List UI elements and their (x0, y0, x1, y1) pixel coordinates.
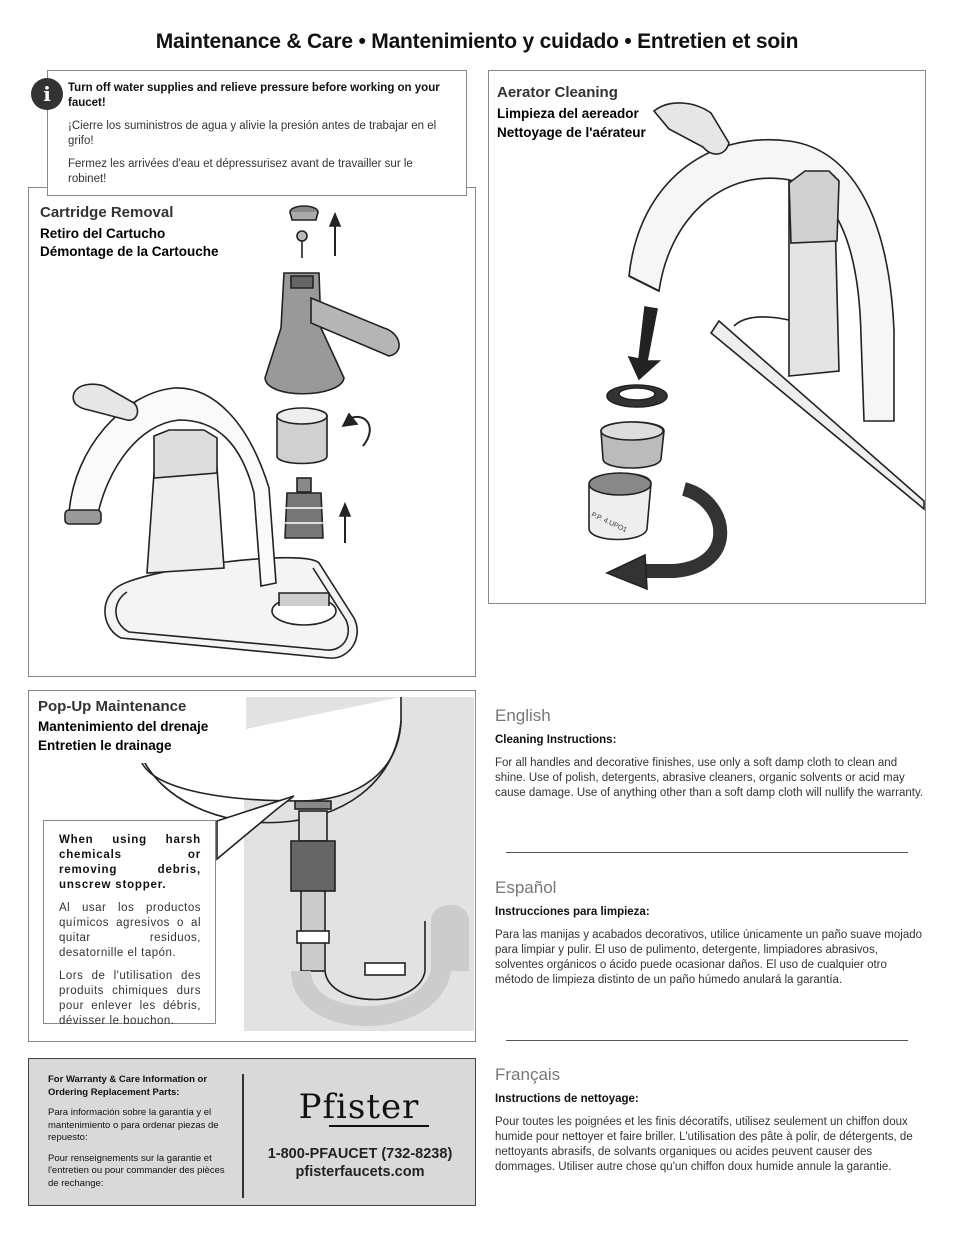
warning-es: ¡Cierre los suministros de agua y alivie la presión antes de trabajar en el grifo! (68, 120, 437, 147)
cartridge-title-fr: Démontage de la Cartouche (40, 244, 219, 259)
english-section (495, 708, 927, 801)
website-link[interactable]: pfisterfaucets.com (295, 1164, 425, 1180)
warranty-fr: Pour renseignements sur la garantie et l'entretien ou pour commander des pièces de rechange: (48, 1152, 225, 1189)
cartridge-title: Cartridge Removal (40, 204, 174, 221)
page-title: Maintenance & Care • Mantenimiento y cuidado • Entretien et soin (155, 30, 799, 53)
espanol-section (495, 880, 927, 988)
aerator-marking: P.P. 4.UPO1 (590, 511, 628, 534)
cartridge-removal-panel (28, 187, 476, 677)
francais-section (495, 1067, 927, 1175)
espanol-body: Para las manijas y acabados decorativos, utilice únicamente un paño suave mojado para limpiar y pulir. El uso de pulimento, detergente, limpiadores abrasivos, solventes orgánicos o ácido puede ocasionar daños. El uso de cualquier otro método de limpieza distinto de un paño húmedo anulará la garantía. (495, 929, 923, 986)
popup-title-fr: Entretien le drainage (38, 738, 172, 753)
info-icon: i (31, 78, 63, 110)
cartridge-removal-diagram (29, 188, 477, 678)
warning-fr: Fermez les arrivées d'eau et dépressurisez avant de travailler sur le robinet! (68, 158, 413, 185)
popup-note-en: When using harsh chemicals or removing debris, unscrew stopper. (59, 834, 201, 891)
english-subheading: Cleaning Instructions: (495, 734, 617, 746)
francais-heading: Français (495, 1065, 561, 1084)
english-body: For all handles and decorative finishes, use only a soft damp cloth to clean and shine. Use of polish, detergents, abrasive cleaners, organic solvents or acid may cause damage. Use of anything other than a soft damp cloth will nullify the warranty. (495, 757, 924, 799)
phone-number: 1-800-PFAUCET (732-8238) (267, 1146, 453, 1162)
espanol-subheading: Instrucciones para limpieza: (495, 906, 650, 918)
warranty-en: For Warranty & Care Information or Ordering Replacement Parts: (48, 1074, 208, 1098)
francais-subheading: Instructions de nettoyage: (495, 1093, 639, 1105)
francais-body: Pour toutes les poignées et les finis décoratifs, utilisez seulement un chiffon doux humide pour nettoyer et faire briller. L'utilisation des pâte à polir, de détergents, de nettoyants abrasifs, de solvants organiques ou acides peuvent causer des dommages. Utiliser autre chose qu'un chiffon doux humide annule la garantie. (495, 1116, 913, 1173)
espanol-heading: Español (495, 878, 557, 897)
aerator-cleaning-diagram (489, 71, 927, 605)
aerator-title-fr: Nettoyage de l'aérateur (497, 125, 646, 140)
divider (506, 852, 908, 853)
popup-title: Pop-Up Maintenance (38, 698, 187, 715)
warranty-divider (242, 1074, 244, 1198)
pfister-logo: Pfister (298, 1087, 420, 1127)
popup-callout (43, 820, 216, 1027)
warranty-es: Para información sobre la garantía y el mantenimiento o para ordenar piezas de repuesto: (48, 1107, 219, 1143)
warranty-text (48, 1074, 233, 1198)
divider (506, 1040, 908, 1041)
cartridge-title-es: Retiro del Cartucho (40, 226, 166, 241)
aerator-cleaning-panel (488, 70, 926, 604)
warranty-box (28, 1058, 476, 1206)
popup-note-es: Al usar los productos químicos agresivos o al quitar residuos, desatornille el tapón. (59, 902, 201, 959)
logo-underline (329, 1125, 429, 1127)
popup-note-fr: Lors de l'utilisation des produits chimiques durs pour enlever les débris, dévisser le bouchon. (59, 970, 201, 1027)
popup-title-es: Mantenimiento del drenaje (38, 719, 209, 734)
english-heading: English (495, 706, 551, 725)
warning-en: Turn off water supplies and relieve pressure before working on your faucet! (68, 82, 440, 109)
aerator-title: Aerator Cleaning (497, 84, 618, 101)
aerator-title-es: Limpieza del aereador (497, 106, 639, 121)
warning-box (47, 70, 467, 196)
